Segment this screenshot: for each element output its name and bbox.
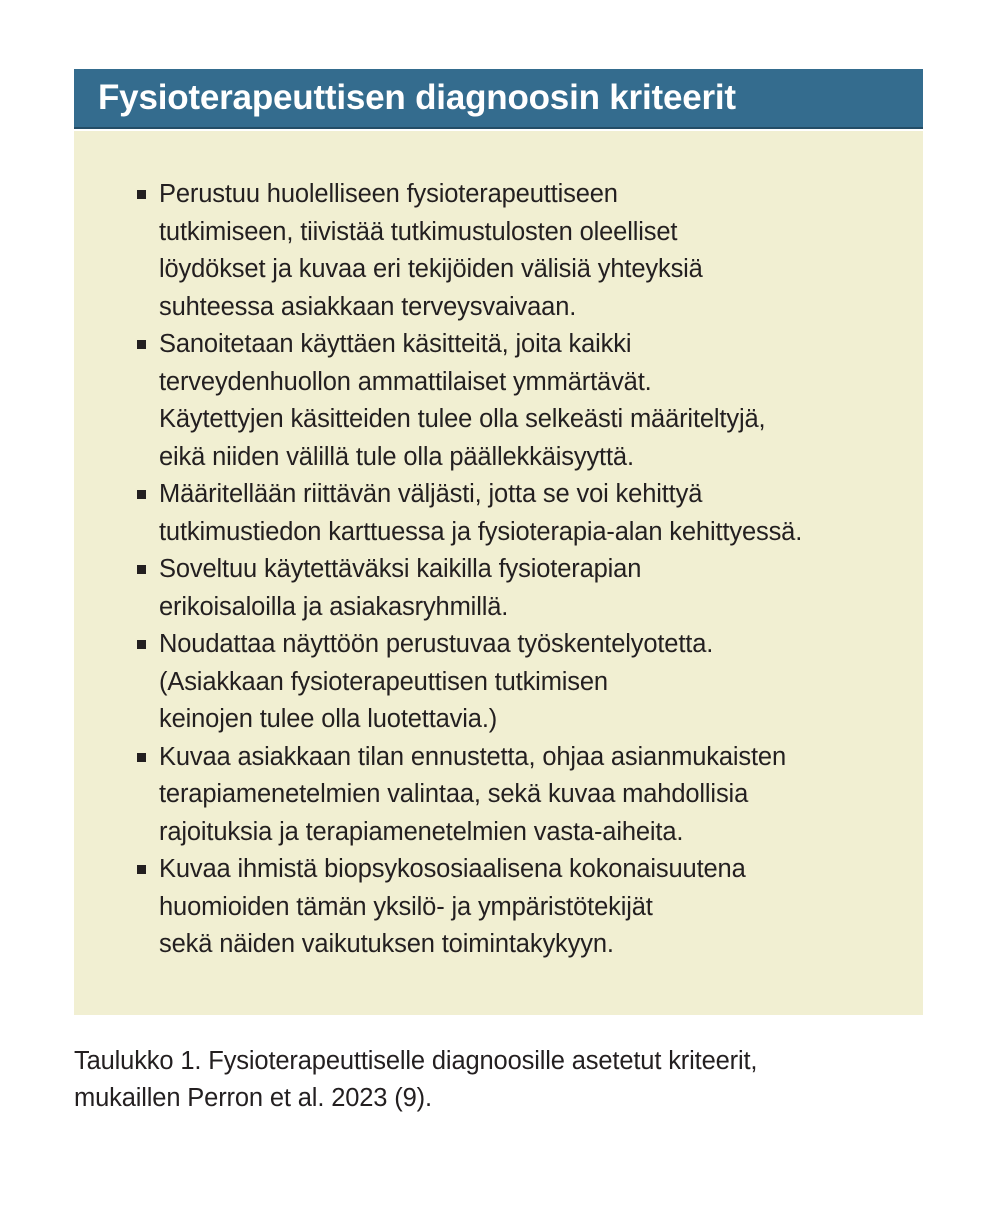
criteria-item-text: Sanoitetaan käyttäen käsitteitä, joita kaikki terveydenhuollon ammattilaiset ymmärtävät. Käytettyjen käsitteiden tulee olla selkeästi määriteltyjä, eikä niiden välillä tule olla päällekkäisyyttä. xyxy=(159,330,766,471)
square-bullet-icon xyxy=(137,753,146,762)
criteria-item-text: Noudattaa näyttöön perustuvaa työskentelyotetta. (Asiakkaan fysioterapeuttisen tutkimisen keinojen tulee olla luotettavia.) xyxy=(159,630,714,733)
square-bullet-icon xyxy=(137,190,146,199)
criteria-list xyxy=(159,176,879,964)
criteria-item-text: Kuvaa asiakkaan tilan ennustetta, ohjaa asianmukaisten terapiamenetelmien valintaa, sekä kuvaa mahdollisia rajoituksia ja terapiamenetelmien vasta-aiheita. xyxy=(159,742,786,846)
square-bullet-icon xyxy=(137,490,146,499)
criteria-item-text: Soveltuu käytettäväksi kaikilla fysioterapian erikoisaloilla ja asiakasryhmillä. xyxy=(159,555,642,621)
criteria-item xyxy=(159,851,879,964)
box-body xyxy=(74,131,923,1015)
criteria-item xyxy=(159,176,879,326)
criteria-item xyxy=(159,739,879,852)
criteria-item xyxy=(159,476,879,551)
square-bullet-icon xyxy=(137,865,146,874)
criteria-item-text: Perustuu huolelliseen fysioterapeuttiseen tutkimiseen, tiivistää tutkimustulosten oleelliset löydökset ja kuvaa eri tekijöiden välisiä yhteyksiä suhteessa asiakkaan terveysvaivaan. xyxy=(159,180,703,321)
criteria-item xyxy=(159,326,879,476)
box-header xyxy=(74,69,923,129)
criteria-item xyxy=(159,551,879,626)
square-bullet-icon xyxy=(137,640,146,649)
box-title: Fysioterapeuttisen diagnoosin kriteerit xyxy=(98,78,736,117)
table-caption: Taulukko 1. Fysioterapeuttiselle diagnoosille asetetut kriteerit, mukaillen Perron et al. 2023 (9). xyxy=(74,1047,758,1112)
criteria-item xyxy=(159,626,879,739)
square-bullet-icon xyxy=(137,340,146,349)
criteria-item-text: Määritellään riittävän väljästi, jotta se voi kehittyä tutkimustiedon karttuessa ja fysioterapia-alan kehittyessä. xyxy=(159,480,803,546)
square-bullet-icon xyxy=(137,565,146,574)
criteria-item-text: Kuvaa ihmistä biopsykososiaalisena kokonaisuutena huomioiden tämän yksilö- ja ympäristötekijät sekä näiden vaikutuksen toimintakykyyn. xyxy=(159,855,746,958)
